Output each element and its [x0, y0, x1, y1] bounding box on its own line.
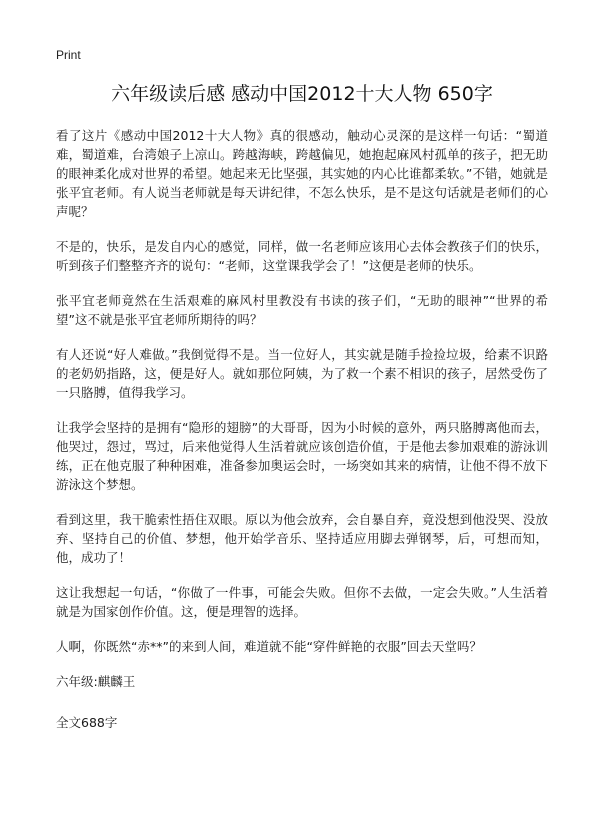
article-body [56, 126, 548, 656]
paragraph: 看了这片《感动中国2012十大人物》真的很感动，触动心灵深的是这样一句话：“蜀道难，蜀道难，台湾娘子上凉山。跨越海峡，跨越偏见，她抱起麻风村孤单的孩子，把无助的眼神柔化成对世界的希望。她起来无比坚强，其实她的内心比谁都柔软。”不错，她就是张平宜老师。有人说当老师就是每天讲纪律，不怎么快乐，是不是这句话就是老师们的心声呢？ [56, 128, 548, 219]
paragraph: 张平宜老师竟然在生活艰难的麻风村里教没有书读的孩子们，“无助的眼神”“世界的希望”这不就是张平宜老师所期待的吗？ [56, 293, 548, 327]
paragraph: 人啊，你既然“赤**”的来到人间，难道就不能“穿件鲜艳的衣服”回去天堂吗？ [56, 639, 482, 654]
paragraph: 这让我想起一句话，“你做了一件事，可能会失败。但你不去做，一定会失败。”人生活着就是为国家创作价值。这，便是理智的选择。 [56, 585, 548, 619]
word-count: 全文688字 [56, 715, 118, 730]
print-link[interactable]: Print [56, 48, 81, 62]
page-title: 六年级读后感 感动中国2012十大人物 650字 [111, 83, 493, 105]
paragraph: 让我学会坚持的是拥有“隐形的翅膀”的大哥哥，因为小时候的意外，两只胳膊离他而去，他哭过，怨过，骂过，后来他觉得人生活着就应该创造价值，于是他去参加艰难的游泳训练，正在他克服了种种困难，准备参加奥运会时，一场突如其来的病情，让他不得不放下游泳这个梦想。 [56, 420, 548, 492]
paragraph: 不是的，快乐，是发自内心的感觉，同样，做一名老师应该用心去体会教孩子们的快乐，听到孩子们整整齐齐的说句：“老师，这堂课我学会了！”这便是老师的快乐。 [56, 239, 548, 273]
paragraph: 有人还说“好人难做。”我倒觉得不是。当一位好人，其实就是随手捡捡垃圾，给素不识路的老奶奶指路，这，便是好人。就如那位阿姨，为了救一个素不相识的孩子，居然受伤了一只胳膊，值得我学习。 [56, 347, 548, 400]
author-signature: 六年级:麒麟王 [56, 674, 136, 689]
paragraph: 看到这里，我干脆索性捂住双眼。原以为他会放弃，会自暴自弃，竟没想到他没哭、没放弃、坚持自己的价值、梦想，他开始学音乐、坚持适应用脚去弹钢琴，后，可想而知，他，成功了！ [56, 512, 548, 565]
